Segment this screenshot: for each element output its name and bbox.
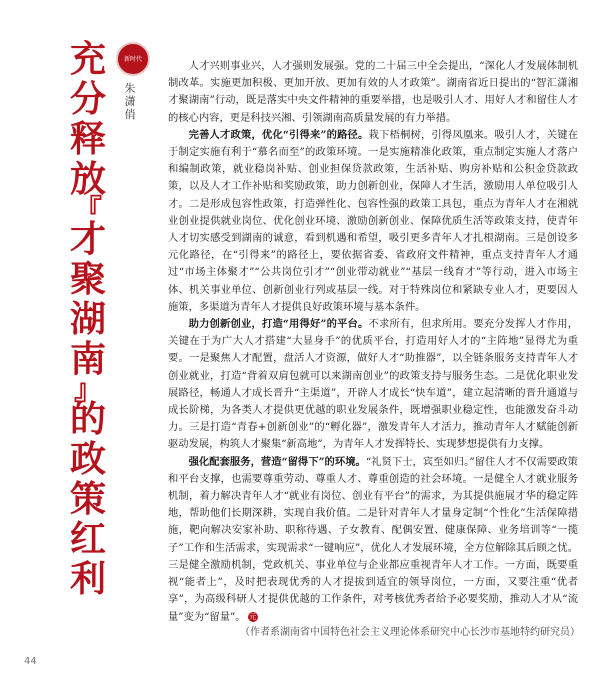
title-char: 聚	[69, 259, 106, 300]
title-char: 策	[69, 479, 106, 520]
title-char: 政	[69, 439, 106, 480]
title-char: 充	[69, 39, 106, 80]
title-char: 的	[69, 399, 106, 440]
title-char: 』	[73, 373, 102, 406]
title-char: 才	[69, 219, 106, 260]
paragraph-text: 栽下梧桐树，引得凤凰来。吸引人才，关键在于制定实施有利于“慕名而至”的政策环境。一是实施精准化政策，重点制定实施人才落户和编制政策，就业稳岗补贴、创业担保贷款政策，生活补贴、购房补贴和公积金贷款政策，以及人才工作补贴和奖励政策，助力创新创业，保障人才生活，激励用人单位吸引人才。二是形成包容性政策，打造弹性化、包容性强的政策工具包，重点为青年人才在湘就业创业提供就业岗位、优化创业环境、激励创新创业、保障优质生活等政策支持，使青年人才切实感受到湖南的诚意，看到机遇和希望，吸引更多青年人才扎根湖南。三是创设多元化路径，在“引得来”的路径上，要依据省委、省政府文件精神，重点支持青年人才通过“市场主体聚才”“公共岗位引才”“创业带动就业”“基层一线育才”等行动，进入市场主体、机关事业单位、创新创业行列或基层一线。对于特殊岗位和紧缺专业人才，更要因人施策，多渠道为青年人才提供良好政策环境与基本条件。	[168, 128, 578, 313]
paragraph-lead: 助力创新创业，打造“用得好”的平台。	[188, 318, 369, 331]
author-name: 朱潇俏	[124, 82, 136, 121]
title-char: 放	[69, 159, 106, 200]
badge-text: 新时代	[124, 55, 143, 63]
title-char: 分	[69, 79, 106, 120]
title-char: 红	[69, 519, 106, 560]
column-badge-logo	[116, 42, 150, 76]
title-char: 湖	[69, 299, 106, 340]
paragraph	[168, 454, 578, 626]
paragraph-text: 不求所有，但求所用。要充分发挥人才作用，关键在于为广大人才搭建“大显身手”的优质平台，打造用好人才的“主阵地”显得尤为重要。一是聚焦人才配置，盘活人才资源，做好人才“助推器”，以全链条服务支持青年人才创业就业，打造“背着双肩包就可以来湖南创业”的政策支持与服务生态。二是优化职业发展路径，畅通人才成长晋升“主渠道”，开辟人才成长“快车道”，建立起清晰的晋升通道与成长阶梯，为各类人才提供更优越的职业发展条件，既增强职业稳定性，也能激发奋斗动力。三是打造“青春+创新创业”的“孵化器”，激发青年人才活力，推动青年人才赋能创新驱动发展，构筑人才聚集“新高地”，为青年人才发挥特长、实现梦想提供有力支撑。	[168, 318, 578, 451]
paragraph-text: 人才兴则事业兴，人才强则发展强。党的二十届三中全会提出，“深化人才发展体制机制改革。实施更加积极、更加开放、更加有效的人才政策”。湖南省近日提出的“智汇潇湘 才聚湖南”行动，既是落实中央文件精神的重要举措，也是吸引人才、用好人才和留住人才的核心内容，更是科技兴湘、引领湖南高质量发展的有力举措。	[168, 60, 578, 124]
paragraph-lead: 强化配套服务，营造“留得下”的环境。	[188, 455, 366, 468]
end-mark-icon: 元	[249, 612, 257, 621]
paragraph	[168, 58, 578, 127]
title-char: 释	[69, 119, 106, 160]
article-body	[168, 58, 578, 626]
paragraph-lead: 完善人才政策，优化“引得来”的路径。	[188, 128, 369, 141]
paragraph	[168, 127, 578, 316]
author-footnote: （作者系湖南省中国特色社会主义理论体系研究中心长沙市基地特约研究员）	[240, 627, 580, 638]
title-char: 南	[69, 339, 106, 380]
paragraph	[168, 316, 578, 454]
article-title	[66, 40, 110, 600]
title-char: 『	[73, 193, 102, 226]
paragraph-text: “礼贤下士，宾至如归。”留住人才不仅需要政策和平台支撑，也需要尊重劳动、尊重人才、尊重创造的社会环境。一是健全人才就业服务机制，着力解决青年人才“就业有岗位、创业有平台”的需求，为其提供施展才华的稳定阵地，帮助他们长期深耕，实现自我价值。二是针对青年人才量身定制“个性化”生活保障措施，靶向解决安家补助、职称待遇、子女教育、配偶安置、健康保障、业务培训等“一揽子”工作和生活需求，实现需求“一键响应”，优化人才发展环境，全方位解除其后顾之忧。三是健全激励机制，党政机关、事业单位与企业都应重视青年人才工作。一方面，既要重视“能者上”，及时把表现优秀的人才提拔到适宜的领导岗位，一方面，又要注重“优者享”，为高级科研人才提供优越的工作条件，对考核优秀者给予必要奖励，推动人才从“流量”变为“留量”。	[168, 455, 578, 623]
page-number: 44	[24, 656, 37, 667]
title-char: 利	[69, 559, 106, 600]
